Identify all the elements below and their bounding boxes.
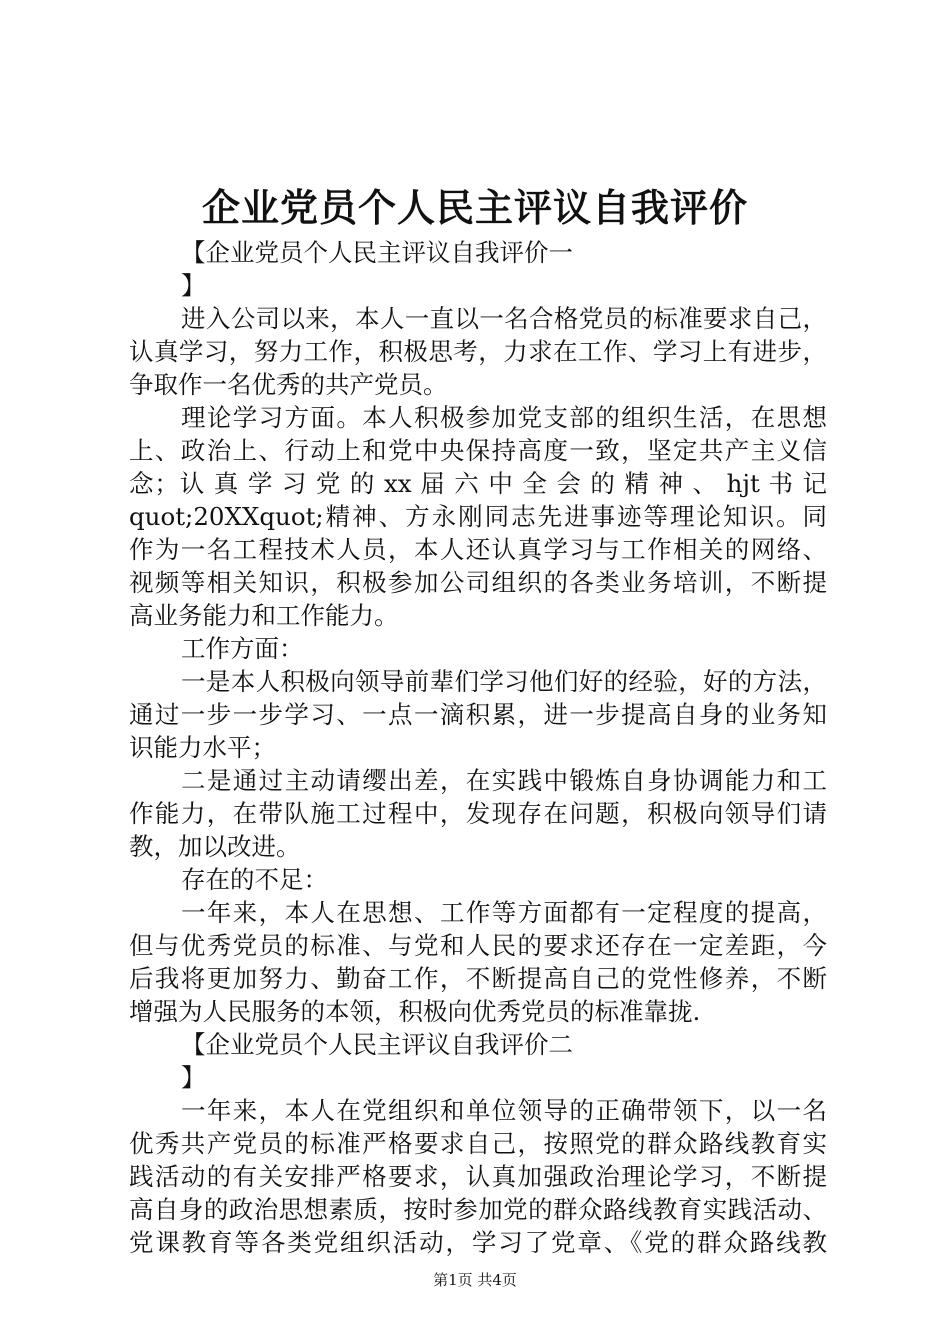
- text-line: 认真学习，努力工作，积极思考，力求在工作、学习上有进步，: [129, 337, 827, 366]
- text-line: 上、政治上、行动上和党中央保持高度一致，坚定共产主义信: [129, 436, 827, 465]
- text-line: 理论学习方面。本人积极参加党支部的组织生活，在思想: [181, 403, 827, 432]
- text-line: 后我将更加努力、勤奋工作，不断提高自己的党性修养，不断: [129, 964, 827, 993]
- text-line: 增强为人民服务的本领，积极向优秀党员的标准靠拢.: [129, 997, 701, 1026]
- text-line: 一是本人积极向领导前辈们学习他们好的经验，好的方法，: [181, 667, 827, 696]
- text-line: 但与优秀党员的标准、与党和人民的要求还存在一定差距，今: [129, 931, 827, 960]
- page-footer: 第1页 共4页: [433, 1271, 517, 1289]
- text-line: 存在的不足：: [181, 865, 328, 894]
- text-line: 】: [181, 1063, 206, 1092]
- text-line: 高自身的政治思想素质，按时参加党的群众路线教育实践活动、: [129, 1195, 827, 1224]
- text-line: 识能力水平；: [129, 733, 276, 762]
- text-line: 视频等相关知识，积极参加公司组织的各类业务培训，不断提: [129, 568, 827, 597]
- text-line: 作能力，在带队施工过程中，发现存在问题，积极向领导们请: [129, 799, 827, 828]
- text-line: 作为一名工程技术人员，本人还认真学习与工作相关的网络、: [129, 535, 827, 564]
- text-line: 教，加以改进。: [129, 832, 301, 861]
- text-line: 进入公司以来，本人一直以一名合格党员的标准要求自己，: [181, 304, 827, 333]
- text-line: 践活动的有关安排严格要求，认真加强政治理论学习，不断提: [129, 1162, 827, 1191]
- text-line: 念；认 真 学 习 党 的 xx 届 六 中 全 会 的 精 神 、 hjt 书 记: [129, 469, 827, 498]
- document-body: [129, 236, 827, 1259]
- text-line: 二是通过主动请缨出差，在实践中锻炼自身协调能力和工: [181, 766, 827, 795]
- text-line: 高业务能力和工作能力。: [129, 601, 399, 630]
- document-title: 企业党员个人民主评议自我评价: [201, 185, 748, 230]
- text-line: quot;20XXquot;精神、方永刚同志先进事迹等理论知识。同: [129, 502, 827, 531]
- text-line: 【企业党员个人民主评议自我评价一: [181, 238, 573, 267]
- text-line: 一年来，本人在思想、工作等方面都有一定程度的提高，: [181, 898, 827, 927]
- text-line: 通过一步一步学习、一点一滴积累，进一步提高自身的业务知: [129, 700, 827, 729]
- text-line: 党课教育等各类党组织活动，学习了党章、《党的群众路线教: [129, 1228, 827, 1257]
- text-line: 】: [181, 271, 206, 300]
- text-line: 一年来，本人在党组织和单位领导的正确带领下，以一名: [181, 1096, 827, 1125]
- text-line: 争取作一名优秀的共产党员。: [129, 370, 448, 399]
- text-line: 【企业党员个人民主评议自我评价二: [181, 1030, 573, 1059]
- text-line: 工作方面：: [181, 634, 304, 663]
- text-line: 优秀共产党员的标准严格要求自己，按照党的群众路线教育实: [129, 1129, 827, 1158]
